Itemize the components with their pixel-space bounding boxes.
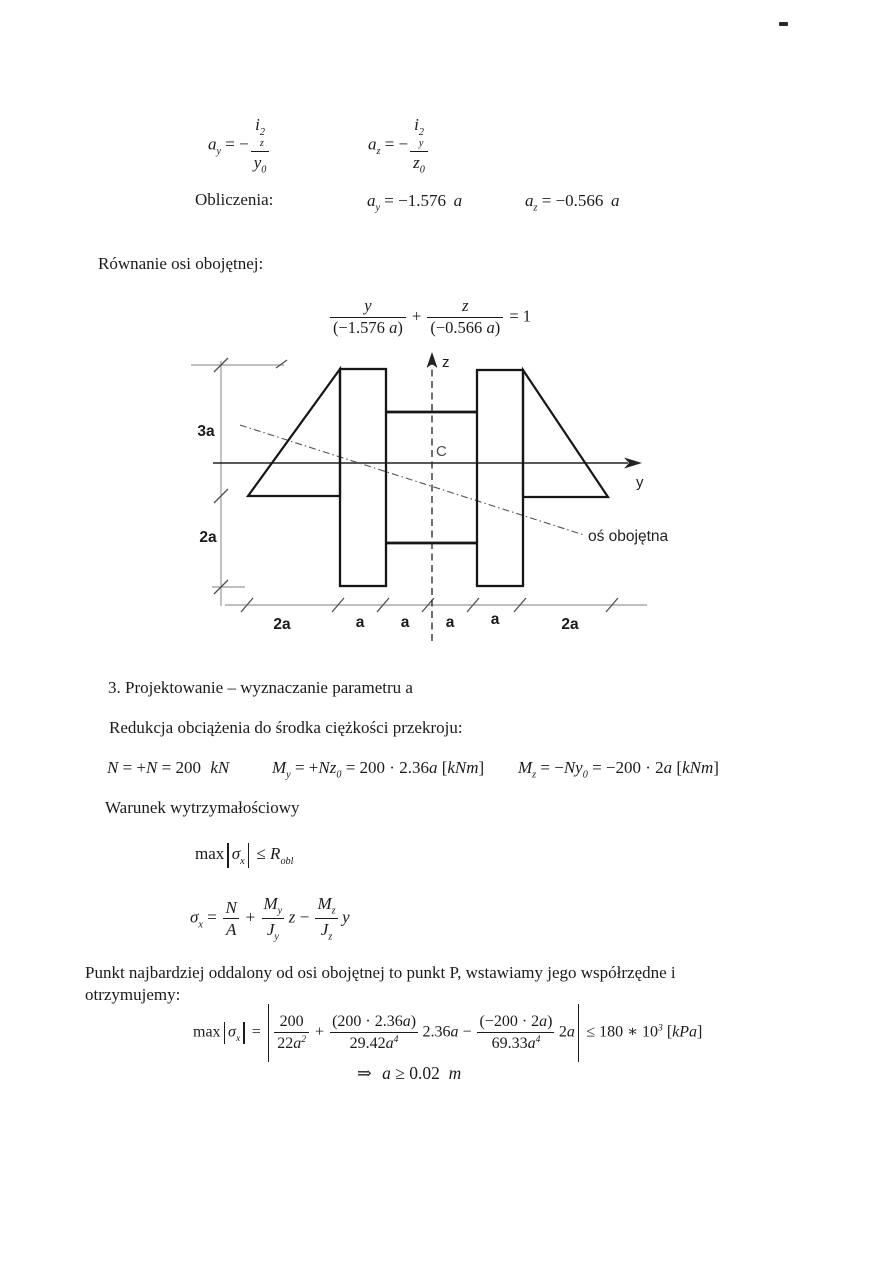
neutral-axis-heading: Równanie osi obojętnej: [98, 254, 264, 273]
dim-label-bottom-a2: a [400, 614, 410, 631]
formula-az-definition: $a_z$ = − i 2 y $z_0$ [368, 115, 430, 176]
section-outline [248, 369, 608, 586]
dim-label-bottom-2a-right: 2a [561, 616, 579, 633]
strength-condition-heading: Warunek wytrzymałościowy [105, 798, 300, 817]
left-triangle [248, 369, 340, 496]
centroid-label: C [436, 443, 447, 460]
formula-moment-my: $M_y = +Nz_0 = 200 \cdot 2.36a$ [kNm] [272, 758, 485, 781]
neutral-axis-line [240, 425, 584, 535]
obliczenia-label: Obliczenia: [195, 190, 274, 209]
formula-ay-value: $a_y = -1.576$ a [367, 191, 463, 214]
dim-label-bottom-2a: 2a [273, 616, 291, 633]
formula-normal-force: N = +N = 200 kN [107, 758, 230, 777]
point-p-paragraph-line2: otrzymujemy: [85, 985, 181, 1004]
z-axis-label: z [442, 354, 450, 371]
dim-label-bottom-a4: a [490, 611, 500, 628]
tick [276, 360, 287, 368]
neutral-axis-label: oś obojętna [588, 528, 669, 545]
formula-neutral-axis-equation: $\frac{y}{(-1.576 a)}$ + $\frac{z}{(-0.566 a)}$ = 1 [328, 297, 531, 338]
right-flange-rect [477, 370, 523, 586]
formula-max-condition: $\max \sigma_x \le R_{obl}$ [195, 844, 294, 867]
dim-label-bottom-a1: a [355, 614, 365, 631]
z-axis-arrowhead-icon [427, 352, 438, 368]
dim-label-2a-left: 2a [199, 529, 217, 546]
formula-sigma: $\sigma_x$ = $\frac{N}{A}$ + $\frac{M_y}{J_y}$ z − $\frac{M_z}{J_z}$ y [190, 894, 350, 943]
formula-result: ⇒ a ≥ 0.02 m [357, 1063, 462, 1083]
dimension-ticks [214, 358, 618, 612]
reduction-text: Redukcja obciążenia do środka ciężkości przekroju: [109, 718, 463, 737]
left-flange-rect [340, 369, 386, 586]
y-axis-label: y [636, 474, 644, 491]
point-p-paragraph-line1: Punkt najbardziej oddalony od osi obojętnej to punkt P, wstawiamy jego współrzędne i [85, 963, 676, 982]
formula-moment-mz: $M_z = -Ny_0 = -200 \cdot 2a$ [kNm] [518, 758, 719, 781]
formula-ay-definition: $a_y$ = − i 2 z $y_0$ [208, 115, 271, 176]
dimension-lines [191, 361, 647, 606]
formula-max-expanded: $\max \sigma_x$ = $\frac{200}{22a^2}$ + $\frac{(200 \cdot 2.36a)}{29.42a^4}$ 2.36a − $\frac{(-200 \cdot 2a)}{69.33a^4}$ 2a ≤ 180 ∗ $10^3$ [kPa] [193, 1004, 702, 1062]
cross-section-diagram [170, 350, 715, 650]
formula-az-value: $a_z = -0.566$ a [525, 191, 620, 214]
dim-label-bottom-a3: a [445, 614, 455, 631]
dim-label-3a: 3a [197, 423, 215, 440]
right-triangle [523, 370, 608, 497]
scan-speck [779, 22, 788, 26]
section-3-heading: 3. Projektowanie – wyznaczanie parametru a [108, 678, 413, 697]
